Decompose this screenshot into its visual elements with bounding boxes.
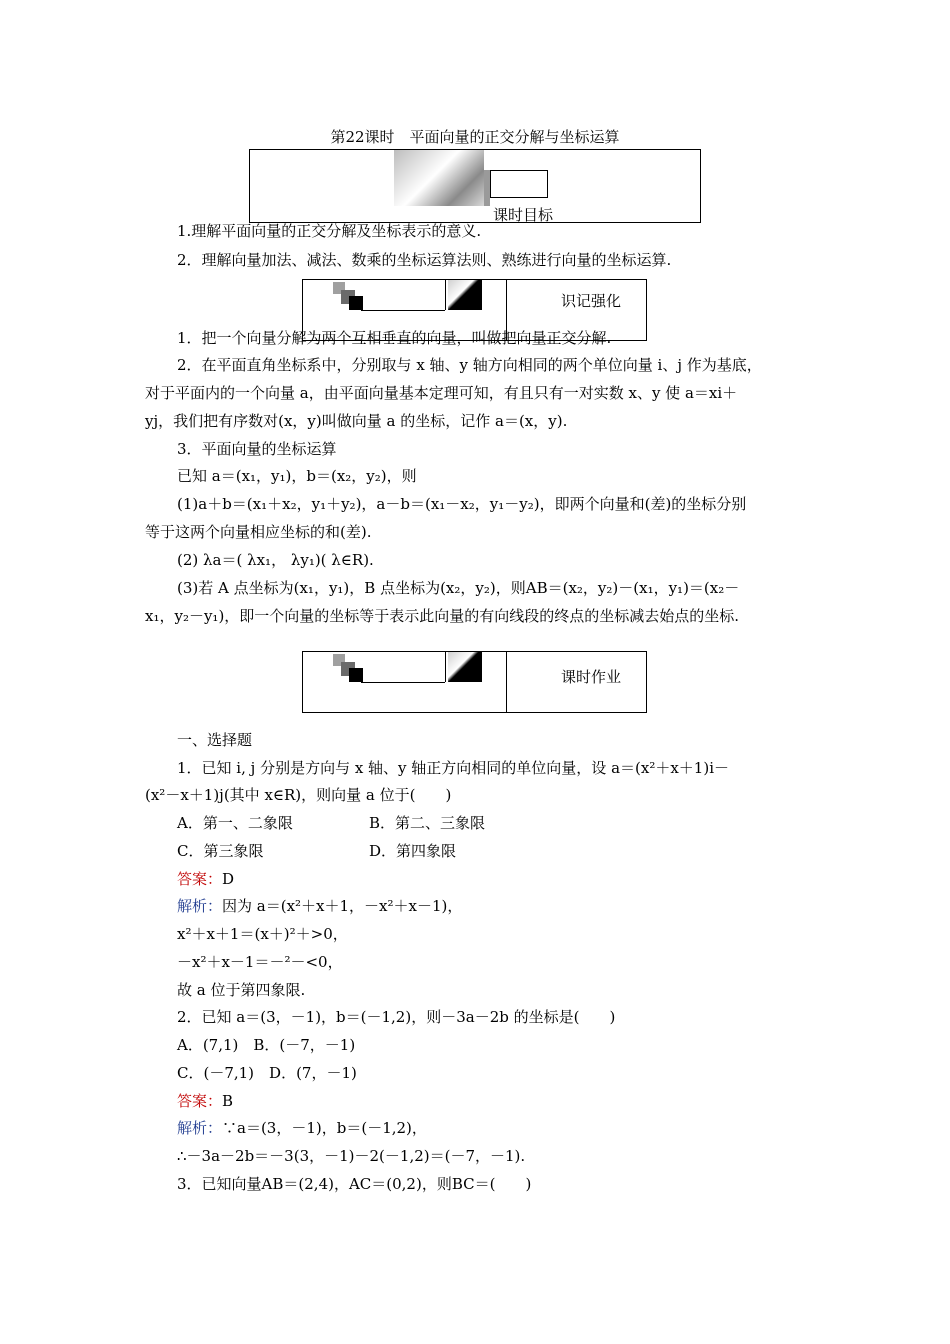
q1-analysis-3: －x²＋x－1＝－²－<0， bbox=[177, 953, 343, 971]
analysis-label: 解析： bbox=[177, 1119, 223, 1137]
memory-p7b: x₁，y₂－y₁)，即一个向量的坐标等于表示此向量的有向线段的终点的坐标减去始点的坐标. bbox=[145, 607, 740, 625]
banner-pen-image bbox=[448, 652, 482, 682]
banner-underline-box bbox=[361, 280, 445, 311]
q3-stem: 3．已知向量AB＝(2,4)，AC＝(0,2)，则BC＝( ) bbox=[177, 1175, 532, 1193]
banner-underline-box bbox=[361, 652, 445, 683]
answer-value: D bbox=[222, 870, 235, 888]
q1-analysis-2: x²＋x＋1＝(x＋)²＋>0， bbox=[177, 925, 348, 943]
q1-option-b: B．第二、三象限 bbox=[369, 814, 486, 832]
goal-line-1: 1.理解平面向量的正交分解及坐标表示的意义. bbox=[177, 222, 482, 240]
answer-label: 答案： bbox=[177, 870, 223, 888]
banner-gradient-image bbox=[394, 150, 484, 206]
memory-p5b: 等于这两个向量相应坐标的和(差). bbox=[145, 523, 372, 541]
q1-stem-a: 1．已知 i, j 分别是方向与 x 轴、y 轴正方向相同的单位向量，设 a＝(x²＋x＋1)i－ bbox=[177, 759, 729, 777]
q1-option-d: D．第四象限 bbox=[369, 842, 457, 860]
q1-stem-b: (x²－x＋1)j(其中 x∈R)，则向量 a 位于( ) bbox=[145, 786, 452, 804]
analysis-label: 解析： bbox=[177, 897, 223, 915]
q1-option-a: A．第一、二象限 bbox=[177, 814, 293, 832]
banner-divider bbox=[445, 280, 446, 310]
banner-pen-image bbox=[448, 280, 482, 310]
q2-answer bbox=[177, 1090, 233, 1112]
answer-value: B bbox=[222, 1092, 234, 1110]
goals-banner bbox=[249, 149, 701, 223]
memory-p7a: (3)若 A 点坐标为(x₁，y₁)，B 点坐标为(x₂，y₂)，则AB＝(x₂，y₂)－(x₁，y₁)＝(x₂－ bbox=[177, 579, 740, 597]
q1-answer bbox=[177, 868, 234, 890]
memory-p3: 3．平面向量的坐标运算 bbox=[177, 440, 337, 458]
homework-banner bbox=[302, 651, 647, 713]
memory-p2a: 2．在平面直角坐标系中，分别取与 x 轴、y 轴方向相同的两个单位向量 i、j 作为基底， bbox=[177, 356, 762, 374]
homework-banner-label: 课时作业 bbox=[561, 668, 622, 686]
section-heading: 一、选择题 bbox=[177, 731, 253, 749]
memory-p2c: yj，我们把有序数对(x，y)叫做向量 a 的坐标，记作 a＝(x，y). bbox=[145, 412, 568, 430]
q1-analysis-4: 故 a 位于第四象限. bbox=[177, 981, 306, 999]
memory-p5a: (1)a＋b＝(x₁＋x₂，y₁＋y₂)，a－b＝(x₁－x₂，y₁－y₂)，即两个向量和(差)的坐标分别 bbox=[177, 495, 747, 513]
memory-p1: 1．把一个向量分解为两个互相垂直的向量，叫做把向量正交分解. bbox=[177, 329, 612, 347]
page-title: 第22课时 平面向量的正交分解与坐标运算 bbox=[330, 128, 620, 146]
q2-analysis-1 bbox=[177, 1117, 427, 1139]
goals-banner-label: 课时目标 bbox=[493, 206, 554, 224]
analysis-text: 因为 a＝(x²＋x＋1，－x²＋x－1)， bbox=[222, 897, 463, 915]
q2-stem: 2．已知 a＝(3，－1)，b＝(－1,2)，则－3a－2b 的坐标是( ) bbox=[177, 1008, 616, 1026]
memory-banner-label: 识记强化 bbox=[561, 292, 622, 310]
q2-options-cd: C．(－7,1) D．(7，－1) bbox=[177, 1064, 357, 1082]
memory-p4: 已知 a＝(x₁，y₁)，b＝(x₂，y₂)，则 bbox=[177, 467, 417, 485]
q1-option-c: C．第三象限 bbox=[177, 842, 264, 860]
q2-analysis-2: ∴－3a－2b＝－3(3，－1)－2(－1,2)＝(－7，－1). bbox=[177, 1147, 526, 1165]
analysis-text: ∵a＝(3，－1)，b＝(－1,2)， bbox=[222, 1119, 427, 1137]
banner-small-box bbox=[490, 170, 548, 198]
memory-p6: (2) λa＝( λx₁， λy₁)( λ∈R). bbox=[177, 551, 374, 569]
banner-divider bbox=[445, 652, 446, 682]
memory-p2b: 对于平面内的一个向量 a，由平面向量基本定理可知，有且只有一对实数 x、y 使 a＝xi＋ bbox=[145, 384, 738, 402]
q2-options-ab: A．(7,1) B．(－7，－1) bbox=[177, 1036, 356, 1054]
banner-cell-divider bbox=[506, 652, 507, 712]
goal-line-2: 2．理解向量加法、减法、数乘的坐标运算法则、熟练进行向量的坐标运算. bbox=[177, 251, 672, 269]
answer-label: 答案： bbox=[177, 1092, 223, 1110]
q1-analysis-1 bbox=[177, 895, 462, 917]
